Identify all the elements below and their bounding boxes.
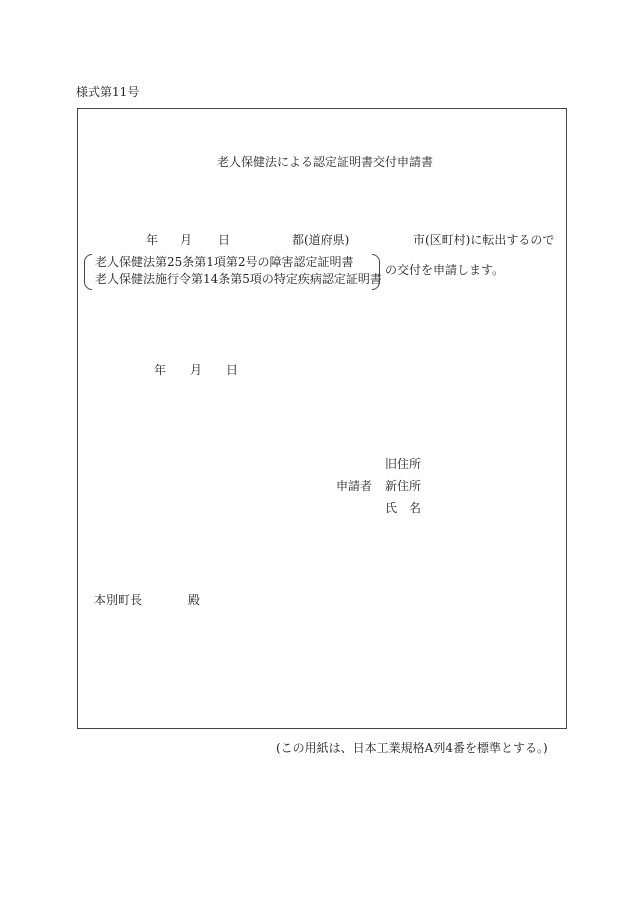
form-frame xyxy=(77,108,567,729)
certificate-option-1: 老人保健法第25条第1項第2号の障害認定証明書 xyxy=(95,255,354,269)
date-year-label: 年 xyxy=(154,363,167,377)
move-day-label: 日 xyxy=(218,233,231,247)
right-bracket xyxy=(372,254,380,290)
new-address-label: 新住所 xyxy=(385,479,422,493)
applicant-label: 申請者 xyxy=(336,479,373,493)
move-city-label: 市(区町村)に転出するので xyxy=(413,233,555,247)
move-prefecture-label: 都(道府県) xyxy=(292,233,350,247)
request-text: の交付を申請します。 xyxy=(385,263,505,277)
form-number: 様式第11号 xyxy=(76,85,140,99)
date-day-label: 日 xyxy=(226,363,239,377)
addressee-title: 本別町長 xyxy=(94,593,143,607)
move-year-label: 年 xyxy=(146,233,159,247)
addressee-honorific: 殿 xyxy=(188,593,201,607)
move-month-label: 月 xyxy=(180,233,193,247)
certificate-option-2: 老人保健法施行令第14条第5項の特定疾病認定証明書 xyxy=(95,272,382,286)
date-month-label: 月 xyxy=(190,363,203,377)
left-bracket xyxy=(84,254,92,290)
footer-note: (この用紙は、日本工業規格A列4番を標準とする。) xyxy=(276,741,548,755)
old-address-label: 旧住所 xyxy=(385,457,422,471)
form-title: 老人保健法による認定証明書交付申請書 xyxy=(217,155,434,169)
name-label: 氏 名 xyxy=(385,501,422,515)
